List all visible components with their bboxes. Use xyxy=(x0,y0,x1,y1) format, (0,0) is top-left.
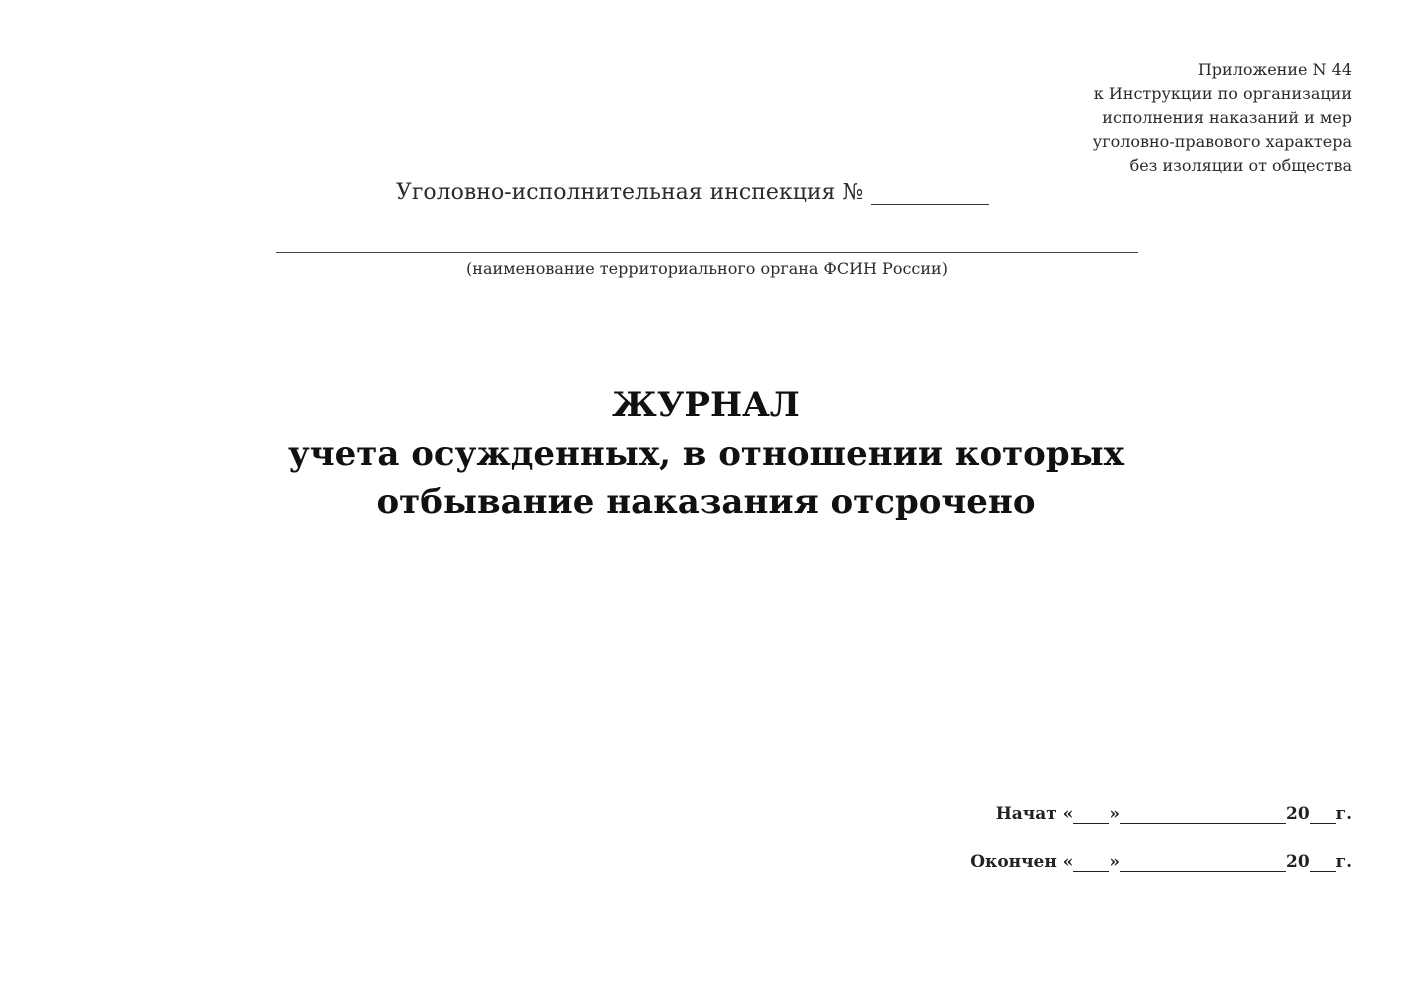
territory-name-blank xyxy=(276,252,1138,253)
end-label: Окончен « xyxy=(970,852,1074,872)
inspection-line xyxy=(396,180,989,205)
annex-line: к Инструкции по организации xyxy=(1093,84,1352,103)
start-close-quote: » xyxy=(1109,804,1120,824)
title-line-3: отбывание наказания отсрочено xyxy=(376,482,1036,522)
annex-line: без изоляции от общества xyxy=(1129,156,1352,175)
end-day-blank xyxy=(1073,853,1109,872)
start-year-blank xyxy=(1310,805,1336,824)
journal-dates xyxy=(970,798,1352,894)
annex-line: уголовно-правового характера xyxy=(1092,132,1352,151)
end-year-prefix: 20 xyxy=(1285,852,1310,872)
start-year-suffix: г. xyxy=(1335,804,1352,824)
annex-line: Приложение N 44 xyxy=(1197,60,1352,79)
end-month-blank xyxy=(1120,853,1286,872)
title-line-2: учета осужденных, в отношении которых xyxy=(288,434,1124,474)
start-label: Начат « xyxy=(995,804,1074,824)
end-close-quote: » xyxy=(1109,852,1120,872)
journal-title xyxy=(0,380,1412,526)
start-year-prefix: 20 xyxy=(1285,804,1310,824)
start-month-blank xyxy=(1120,805,1286,824)
annex-line: исполнения наказаний и мер xyxy=(1102,108,1352,127)
start-date-row xyxy=(970,798,1352,824)
end-year-blank xyxy=(1310,853,1336,872)
inspection-number-blank xyxy=(871,180,989,205)
start-day-blank xyxy=(1073,805,1109,824)
end-date-row xyxy=(970,846,1352,872)
inspection-label: Уголовно-исполнительная инспекция № xyxy=(396,180,864,205)
territory-caption: (наименование территориального органа ФСИН России) xyxy=(466,259,948,278)
annex-reference xyxy=(1093,58,1352,178)
title-main: ЖУРНАЛ xyxy=(612,385,800,425)
end-year-suffix: г. xyxy=(1335,852,1352,872)
